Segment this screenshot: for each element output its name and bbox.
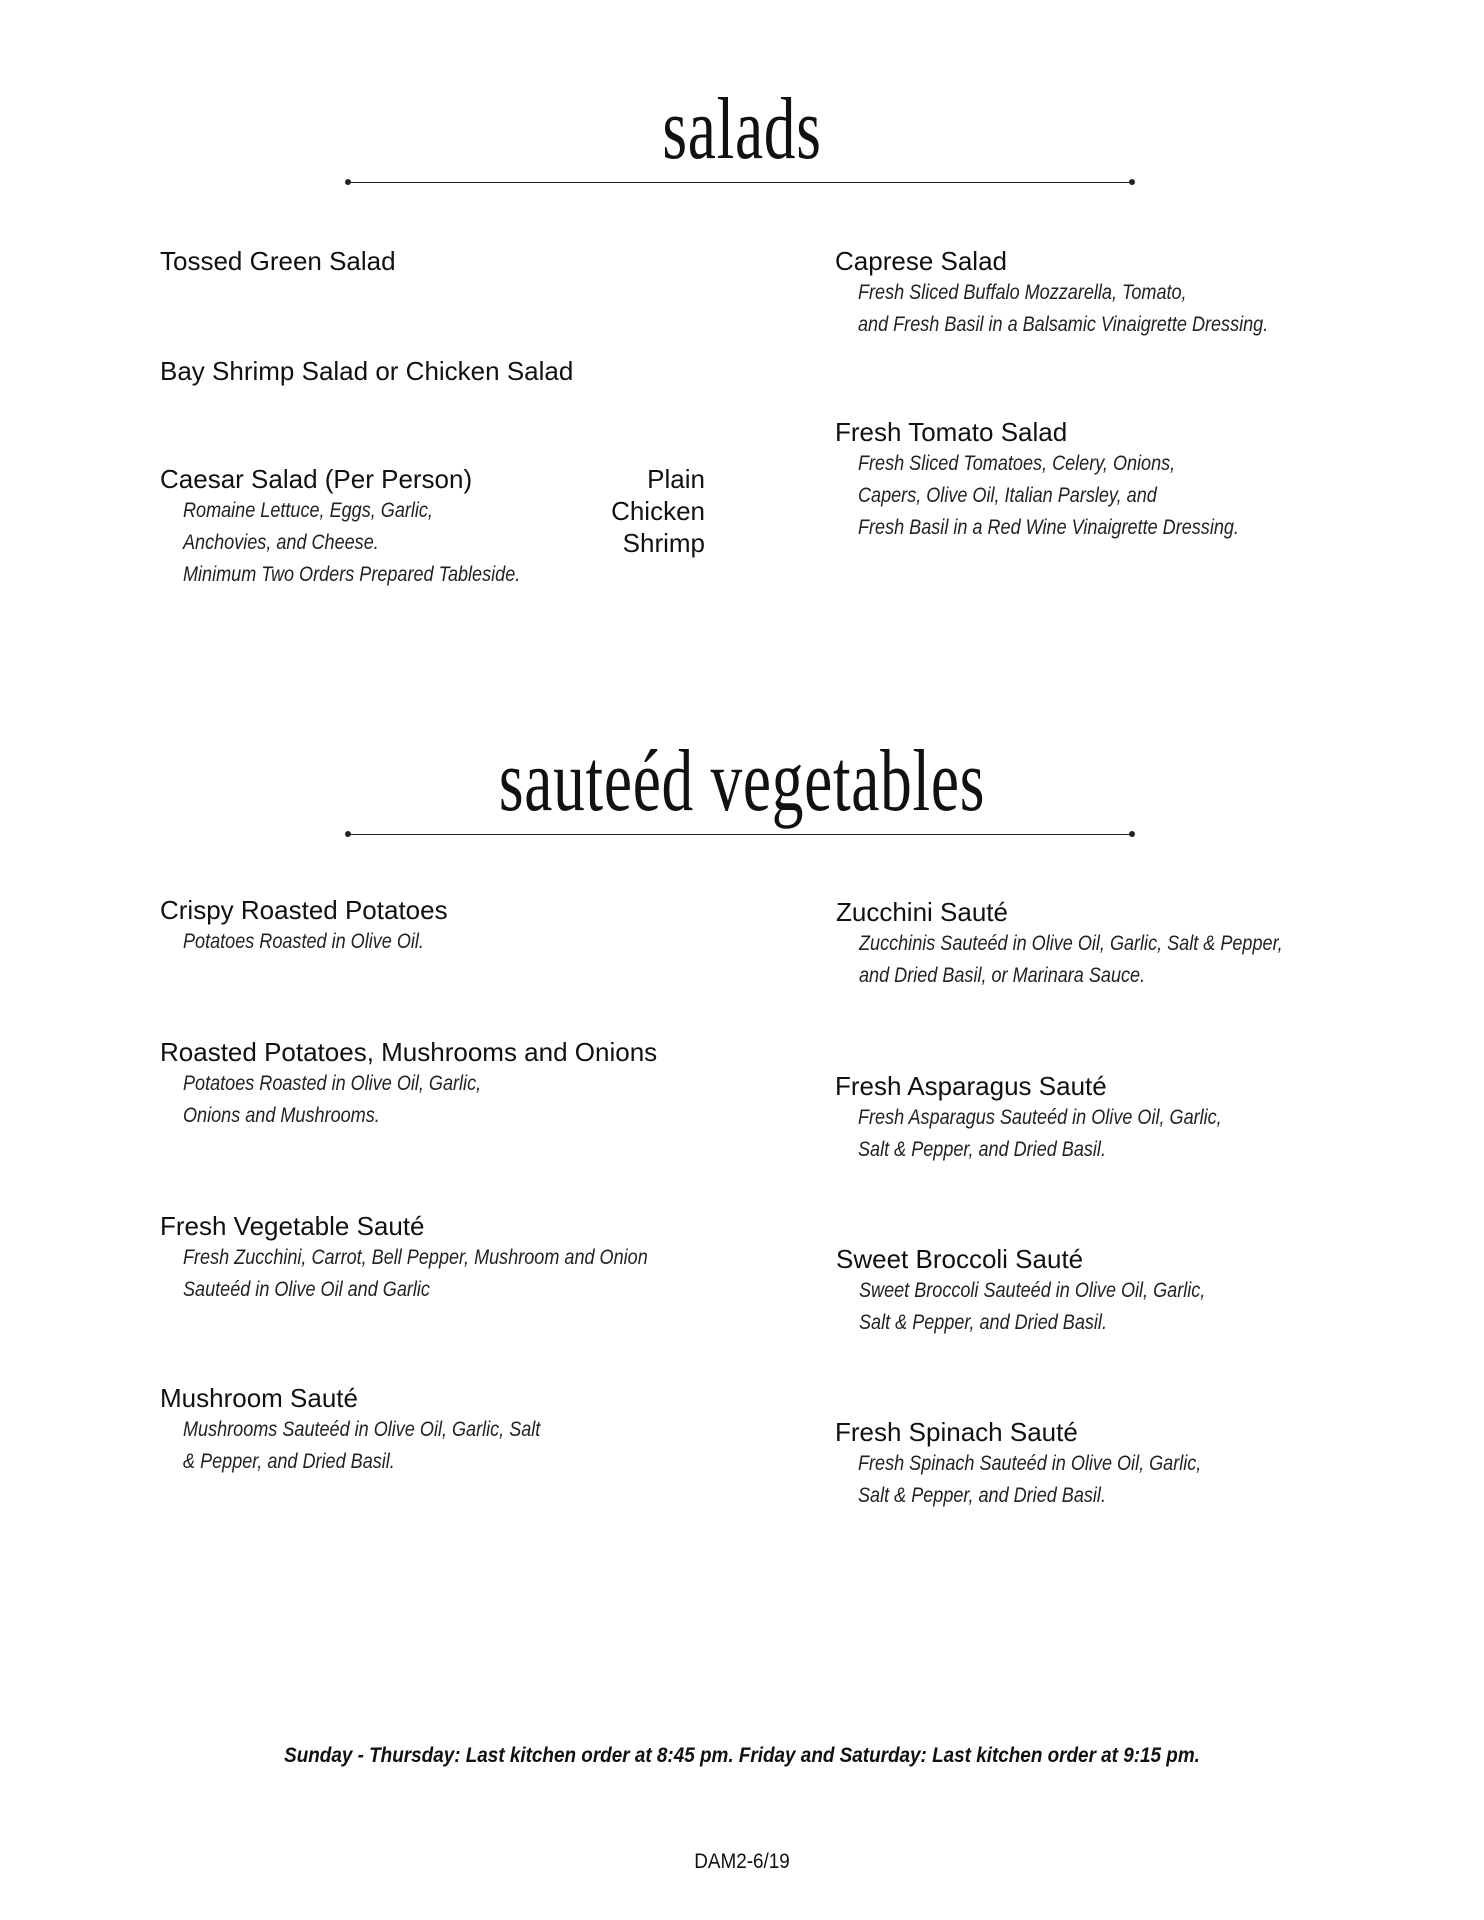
caesar-options [611,463,705,559]
menu-item-mushroom-saute [160,1382,599,1478]
item-description: Salt & Pepper, and Dried Basil. [858,1484,1106,1507]
item-description: Salt & Pepper, and Dried Basil. [859,1311,1107,1334]
item-name: Fresh Vegetable Sauté [160,1211,425,1241]
item-description: Fresh Asparagus Sauteéd in Olive Oil, Garlic, [858,1106,1222,1129]
item-name: Sweet Broccoli Sauté [836,1244,1084,1274]
item-name: Tossed Green Salad [160,246,396,276]
menu-code: DAM2-6/19 [694,1850,790,1873]
item-description: and Fresh Basil in a Balsamic Vinaigrette Dressing. [858,313,1269,336]
menu-item-roasted-potatoes-mushrooms-onions [160,1036,657,1132]
option-chicken: Chicken [611,496,705,526]
item-description: Capers, Olive Oil, Italian Parsley, and [858,484,1157,507]
vegetables-heading: sauteéd vegetables [498,733,986,830]
item-description: & Pepper, and Dried Basil. [183,1450,395,1473]
option-plain: Plain [647,464,705,494]
item-description: Salt & Pepper, and Dried Basil. [858,1138,1106,1161]
item-description: Potatoes Roasted in Olive Oil, Garlic, [183,1072,482,1095]
item-description: Potatoes Roasted in Olive Oil. [183,930,424,953]
item-name: Fresh Tomato Salad [835,417,1068,447]
menu-item-zucchini-saute [836,896,1352,992]
item-name: Crispy Roasted Potatoes [160,895,448,925]
option-shrimp: Shrimp [622,528,705,558]
item-description: Fresh Zucchini, Carrot, Bell Pepper, Mushroom and Onion [183,1246,648,1269]
menu-item-caesar-salad [160,463,705,591]
item-description: Fresh Spinach Sauteéd in Olive Oil, Garlic, [858,1452,1202,1475]
kitchen-hours-note: Sunday - Thursday: Last kitchen order at 8:45 pm. Friday and Saturday: Last kitchen order at 9:15 pm. [284,1744,1200,1767]
salads-divider [348,182,1132,183]
item-name: Caesar Salad (Per Person) [160,464,473,494]
item-name: Mushroom Sauté [160,1383,358,1413]
item-description: Fresh Sliced Tomatoes, Celery, Onions, [858,452,1176,475]
item-description: Fresh Sliced Buffalo Mozzarella, Tomato, [858,281,1187,304]
item-name: Roasted Potatoes, Mushrooms and Onions [160,1037,658,1067]
menu-item-fresh-tomato-salad [835,416,1301,544]
menu-item-fresh-asparagus-saute [835,1070,1281,1166]
item-description: and Dried Basil, or Marinara Sauce. [859,964,1146,987]
item-name: Zucchini Sauté [836,897,1008,927]
vegetables-divider [348,834,1132,835]
item-description: Mushrooms Sauteéd in Olive Oil, Garlic, Salt [183,1418,541,1441]
menu-item-crispy-roasted-potatoes [160,894,463,958]
item-name: Caprese Salad [835,246,1007,276]
item-name: Bay Shrimp Salad or Chicken Salad [160,356,574,386]
item-description: Romaine Lettuce, Eggs, Garlic, [183,499,433,522]
item-description: Fresh Basil in a Red Wine Vinaigrette Dressing. [858,516,1239,539]
item-name: Fresh Spinach Sauté [835,1417,1078,1447]
item-description: Sweet Broccoli Sauteéd in Olive Oil, Garlic, [859,1279,1206,1302]
menu-item-caprese-salad [835,245,1335,341]
item-description: Sauteéd in Olive Oil and Garlic [183,1278,430,1301]
menu-item-tossed-green-salad [160,245,396,277]
menu-item-bay-shrimp-salad [160,355,573,387]
menu-item-sweet-broccoli-saute [836,1243,1262,1339]
item-description: Onions and Mushrooms. [183,1104,380,1127]
menu-item-fresh-spinach-saute [835,1416,1257,1512]
salads-heading: salads [662,81,822,178]
item-description: Anchovies, and Cheese. [183,531,379,554]
item-description: Minimum Two Orders Prepared Tableside. [183,563,521,586]
menu-item-fresh-vegetable-saute [160,1210,723,1306]
item-description: Zucchinis Sauteéd in Olive Oil, Garlic, Salt & Pepper, [859,932,1283,955]
item-name: Fresh Asparagus Sauté [835,1071,1107,1101]
